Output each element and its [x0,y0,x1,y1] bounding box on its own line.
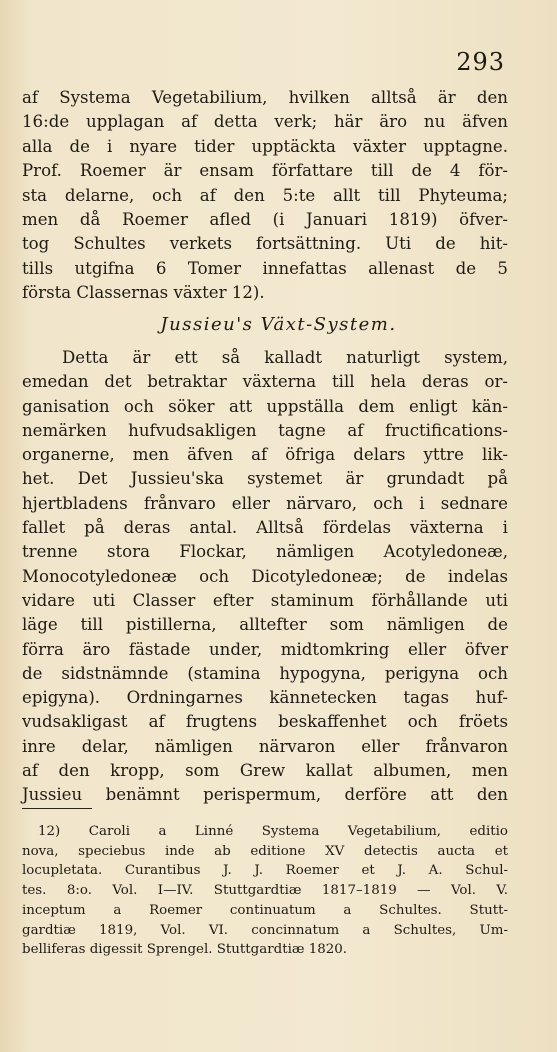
footnote-line: inceptum a Roemer continuatum a Schultes. Stutt- [22,902,508,918]
text-line: Prof. Roemer är ensam författare till de 4 för- [22,161,508,181]
text-line: vudsakligast af frugtens beskaffenhet och fröets [22,712,508,732]
text-line: ganisation och söker att uppställa dem enligt kän- [22,396,508,416]
footnote-line: belliferas digessit Sprengel. Stuttgardtiæ 1820. [22,942,348,958]
text-line: sta delarne, och af den 5:te allt till Phyteuma; [22,185,508,205]
text-line: läge till pistillerna, alltefter som nämligen de [22,615,508,635]
text-line: fallet på deras antal. Alltså fördelas växterna i [22,518,508,538]
text-line: 16:de upplagan af detta verk; här äro nu äfven [22,112,508,132]
text-line: Monocotyledoneæ och Dicotyledoneæ; de indelas [22,566,508,586]
page-number: 293 [456,48,505,76]
text-line: inre delar, nämligen närvaron eller frånvaron [22,736,508,756]
text-line: organerne, men äfven af öfriga delars yttre lik- [22,445,508,465]
text-line: vidare uti Classer efter staminum förhållande uti [22,590,508,610]
text-line: men då Roemer afled (i Januari 1819) öfver- [22,210,508,230]
text-line: de sidstnämnde (stamina hypogyna, perigyna och [22,663,508,683]
text-line: tog Schultes verkets fortsättning. Uti de hit- [22,234,508,254]
footnote-line: tes. 8:o. Vol. I—IV. Stuttgardtiæ 1817–1819 — Vol. V. [22,883,508,899]
text-line: alla de i nyare tider upptäckta växter upptagne. [22,136,508,156]
footnote-line: nova, speciebus inde ab editione XV detectis aucta et [22,843,508,859]
paragraph-jussieu [22,346,508,808]
text-line: Detta är ett så kalladt naturligt system, [62,348,508,367]
text-line: förra äro fästade under, midtomkring eller öfver [22,639,508,659]
paragraph-continuation [22,86,508,306]
footnote [22,822,508,960]
text-line: tills utgifna 6 Tomer innefattas allenast de 5 [22,258,508,278]
text-line: emedan det betraktar växterna till hela deras or- [22,372,508,392]
text-line: nemärken hufvudsakligen tagne af fructifications- [22,420,508,440]
section-heading: Jussieu's Växt-System. [160,314,397,335]
text-line: hjertbladens frånvaro eller närvaro, och i sednare [22,493,508,513]
footnote-line: locupletata. Curantibus J. J. Roemer et J. A. Schul- [22,863,508,879]
text-line: af Systema Vegetabilium, hvilken alltså är den [22,88,508,107]
text-line: epigyna). Ordningarnes kännetecken tagas huf- [22,688,508,708]
footnote-line: gardtiæ 1819, Vol. VI. concinnatum a Schultes, Um- [22,922,508,938]
text-line: trenne stora Flockar, nämligen Acotyledoneæ, [22,542,508,562]
footnote-divider [22,808,92,809]
text-line: första Classernas växter 12). [22,283,265,303]
text-line: het. Det Jussieu'ska systemet är grundadt på [22,469,508,489]
footnote-line: 12) Caroli a Linné Systema Vegetabilium, editio [38,824,508,839]
text-line: Jussieu benämnt perispermum, derföre att den [22,785,508,805]
text-line: af den kropp, som Grew kallat albumen, men [22,761,508,781]
